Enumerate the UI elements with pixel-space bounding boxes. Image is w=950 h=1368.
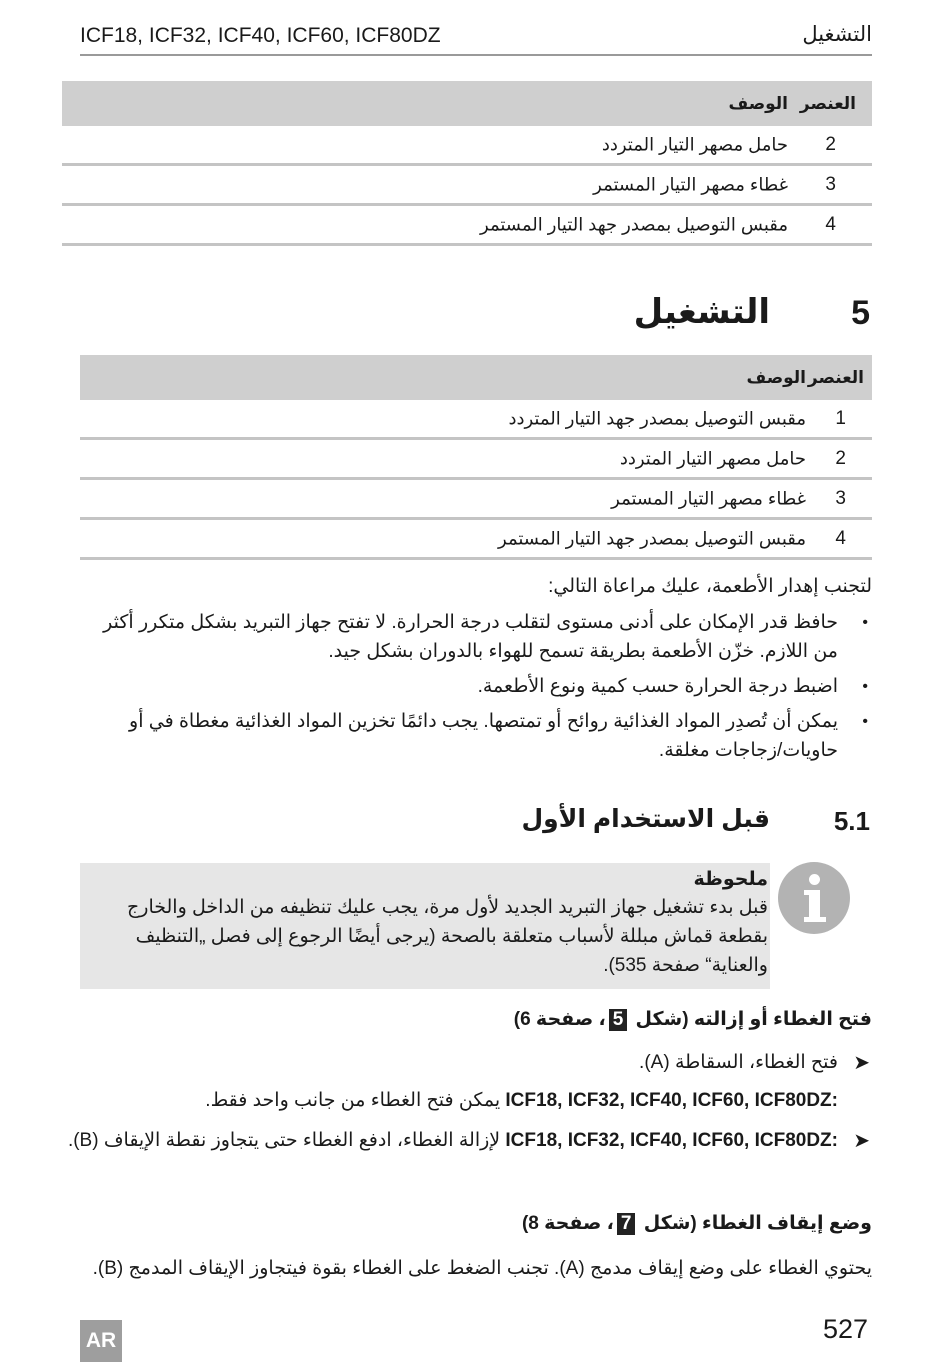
heading-text: ، صفحة 6) bbox=[513, 1009, 606, 1030]
info-icon bbox=[778, 862, 850, 934]
model-note-text: لإزالة الغطاء، ادفع الغطاء حتى يتجاوز نقطة الإيقاف (B). bbox=[67, 1130, 501, 1151]
figure-reference: 5 bbox=[609, 1009, 628, 1031]
list-item-text: اضبط درجة الحرارة حسب كمية ونوع الأطعمة. bbox=[477, 676, 838, 697]
table-row bbox=[80, 480, 872, 520]
row-number: 4 bbox=[835, 527, 846, 549]
open-lid-heading bbox=[514, 1008, 872, 1031]
table-header bbox=[80, 355, 872, 400]
table-row bbox=[80, 400, 872, 440]
lid-lock-heading bbox=[522, 1212, 872, 1235]
instruction-step: فتح الغطاء، السقاطة (A). bbox=[639, 1052, 838, 1073]
model-list: ICF18, ICF32, ICF40, ICF60, ICF80DZ: bbox=[505, 1130, 838, 1151]
bullet-icon: • bbox=[862, 713, 868, 730]
figure-reference: 7 bbox=[617, 1213, 636, 1235]
list-item bbox=[80, 608, 872, 666]
model-note bbox=[48, 1126, 838, 1155]
heading-text: وضع إيقاف الغطاء (شكل bbox=[643, 1213, 872, 1234]
heading-text: ، صفحة 8) bbox=[521, 1213, 614, 1234]
arrow-right-icon: ➤ bbox=[853, 1052, 870, 1074]
table-components-continued bbox=[62, 81, 872, 246]
row-description: حامل مصهر التيار المتردد bbox=[619, 448, 806, 468]
note-text: قبل بدء تشغيل جهاز التبريد الجديد لأول مرة، يجب عليك تنظيفه من الداخل والخارج بقطعة قماش مبللة لأسباب متعلقة بالصحة (يرجى أيضًا الرجوع إلى فصل „التنظيف والعناية“ صفحة 535). bbox=[127, 897, 768, 976]
list-item-text: يمكن أن تُصدِر المواد الغذائية روائح أو تمتصها. يجب دائمًا تخزين المواد الغذائية مغطاة في أو حاويات/زجاجات مغلقة. bbox=[129, 711, 838, 761]
list-item-text: حافظ قدر الإمكان على أدنى مستوى لتقلب درجة الحرارة. لا تفتح جهاز التبريد بشكل متكرر أكثر من اللازم. خزّن الأطعمة بطريقة تسمح للهواء بالدوران بشكل جيد. bbox=[103, 612, 838, 662]
header-divider bbox=[80, 54, 872, 56]
column-header-item: العنصر bbox=[807, 367, 864, 387]
table-row bbox=[80, 520, 872, 560]
subsection-number: 5.1 bbox=[833, 806, 870, 836]
list-item bbox=[80, 707, 872, 765]
model-note bbox=[78, 1086, 838, 1115]
column-header-description: الوصف bbox=[746, 367, 806, 387]
table-row bbox=[62, 166, 872, 206]
intro-paragraph: لتجنب إهدار الأطعمة، عليك مراعاة التالي: bbox=[548, 576, 872, 597]
lid-lock-paragraph: يحتوي الغطاء على وضع إيقاف مدمج (A). تجنب الضغط على الغطاء بقوة فيتجاوز الإيقاف المدمج (B). bbox=[92, 1258, 872, 1279]
row-description: مقبس التوصيل بمصدر جهد التيار المتردد bbox=[508, 408, 806, 428]
table-row bbox=[80, 440, 872, 480]
page-number: 527 bbox=[822, 1314, 868, 1344]
row-number: 3 bbox=[835, 487, 846, 509]
row-number: 2 bbox=[825, 133, 836, 155]
row-description: مقبس التوصيل بمصدر جهد التيار المستمر bbox=[480, 214, 788, 234]
table-components bbox=[80, 355, 872, 560]
row-number: 2 bbox=[835, 447, 846, 469]
model-note-text: يمكن فتح الغطاء من جانب واحد فقط. bbox=[205, 1090, 501, 1111]
note-title: ملحوظة bbox=[693, 869, 768, 890]
bullet-icon: • bbox=[862, 614, 868, 631]
row-description: مقبس التوصيل بمصدر جهد التيار المستمر bbox=[498, 528, 806, 548]
list-item bbox=[80, 672, 872, 701]
row-description: غطاء مصهر التيار المستمر bbox=[611, 488, 806, 508]
bullet-icon: • bbox=[862, 678, 868, 695]
header-section-title: التشغيل bbox=[802, 23, 872, 46]
heading-text: فتح الغطاء أو إزالته (شكل bbox=[635, 1009, 872, 1030]
language-badge: AR bbox=[80, 1320, 122, 1362]
arrow-right-icon: ➤ bbox=[853, 1130, 870, 1152]
subsection-title: قبل الاستخدام الأول bbox=[521, 805, 770, 833]
table-row bbox=[62, 126, 872, 166]
section-title: التشغيل bbox=[633, 293, 770, 331]
table-row bbox=[62, 206, 872, 246]
row-number: 4 bbox=[825, 213, 836, 235]
table-header bbox=[62, 81, 872, 126]
tips-list bbox=[80, 608, 872, 771]
model-list: ICF18, ICF32, ICF40, ICF60, ICF80DZ: bbox=[505, 1090, 838, 1111]
row-number: 3 bbox=[825, 173, 836, 195]
column-header-description: الوصف bbox=[728, 93, 788, 113]
column-header-item: العنصر bbox=[799, 93, 856, 113]
row-number: 1 bbox=[835, 407, 846, 429]
header-models: ICF18, ICF32, ICF40, ICF60, ICF80DZ bbox=[80, 24, 441, 47]
row-description: غطاء مصهر التيار المستمر bbox=[593, 174, 788, 194]
row-description: حامل مصهر التيار المتردد bbox=[601, 134, 788, 154]
section-number: 5 bbox=[851, 294, 870, 332]
